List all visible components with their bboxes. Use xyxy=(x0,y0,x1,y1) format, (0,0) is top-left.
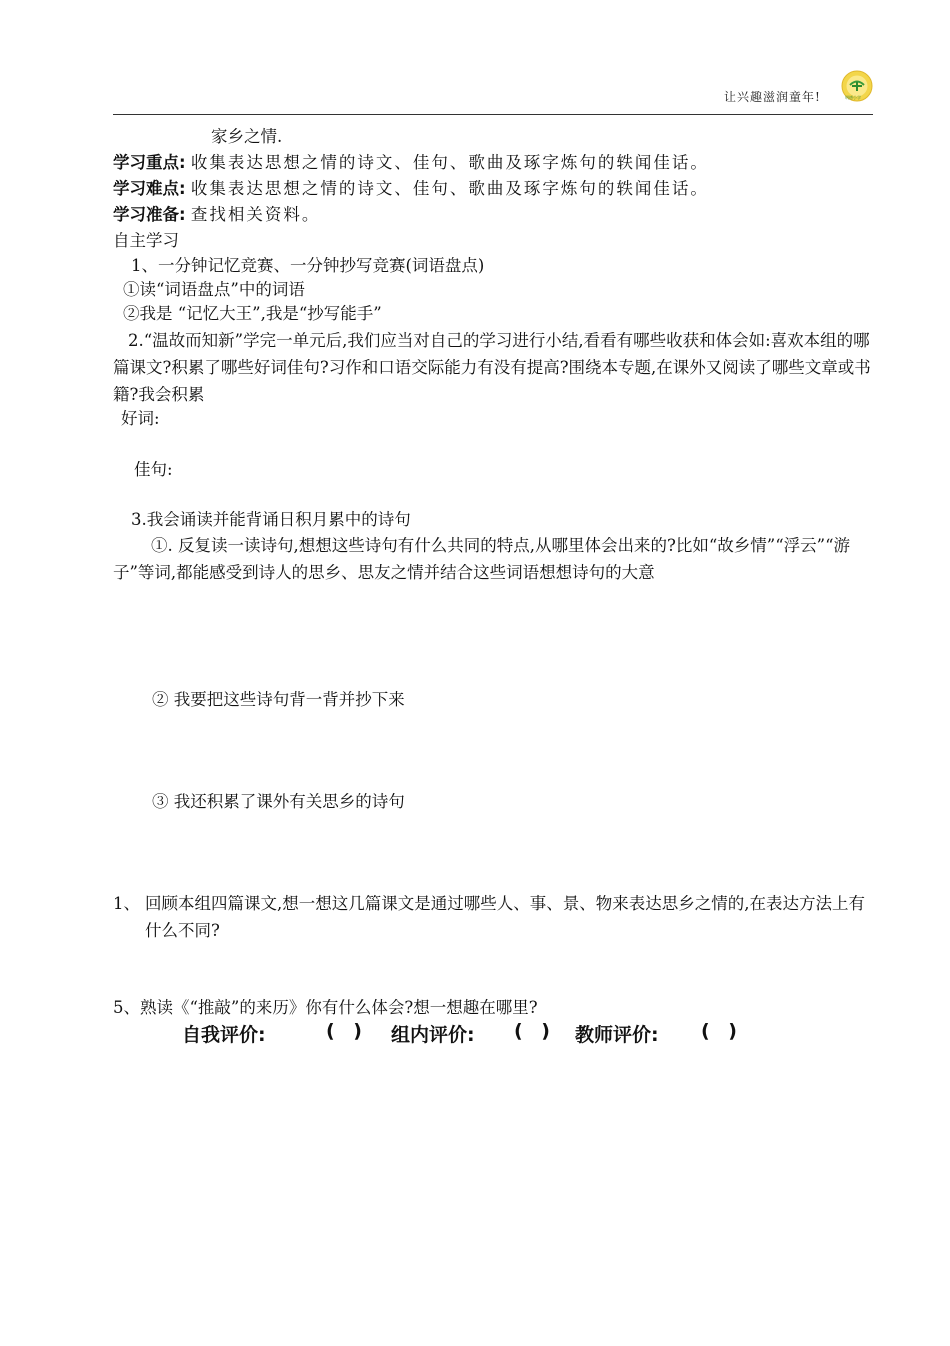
item1-b: ②我是 “记忆大王”,我是“抄写能手” xyxy=(123,304,382,323)
item2-paragraph: 2.“温故而知新”学完一单元后,我们应当对自己的学习进行小结,看看有哪些收获和体会如:喜欢本组的哪篇课文?积累了哪些好词佳句?习作和口语交际能力有没有提高?围绕本专题,在课外又阅读了哪些文章或书籍?我会积累 xyxy=(113,331,871,404)
key-point-label: 学习重点: xyxy=(113,153,186,172)
preparation-text: 查找相关资料。 xyxy=(190,205,321,224)
intro-continuation: 家乡之情. xyxy=(211,127,283,146)
self-eval-label: 自我评价: xyxy=(182,1024,266,1046)
difficulty-row xyxy=(113,176,709,202)
item3-a-paragraph: ①. 反复读一读诗句,想想这些诗句有什么共同的特点,从哪里体会出来的?比如“故乡情”“浮云”“游子”等词,都能感受到诗人的思乡、思友之情并结合这些词语想想诗句的大意 xyxy=(113,536,851,582)
item4-paragraph: 回顾本组四篇课文,想一想这几篇课文是通过哪些人、事、景、物来表达思乡之情的,在表达方法上有什么不同? xyxy=(145,894,865,940)
self-eval-blank[interactable]: ( ) xyxy=(326,1020,362,1042)
preparation-row xyxy=(113,202,320,228)
item5: 5、熟读《“推敲”的来历》你有什么体会?想一想趣在哪里? xyxy=(113,998,538,1017)
group-eval-blank[interactable]: ( ) xyxy=(514,1020,550,1042)
good-sentences-label: 佳句: xyxy=(134,460,173,479)
item3-c: ③ 我还积累了课外有关思乡的诗句 xyxy=(152,792,405,811)
item1: 1、一分钟记忆竞赛、一分钟抄写竞赛(词语盘点) xyxy=(131,256,485,275)
header-divider xyxy=(113,114,873,115)
teacher-eval-label: 教师评价: xyxy=(575,1024,659,1046)
key-point-text: 收集表达思想之情的诗文、佳句、歌曲及琢字炼句的轶闻佳话。 xyxy=(190,153,709,172)
self-study-heading: 自主学习 xyxy=(113,231,179,250)
preparation-label: 学习准备: xyxy=(113,205,186,224)
key-point-row xyxy=(113,150,709,176)
header-slogan: 让兴趣滋润童年! xyxy=(724,90,821,104)
item1-a: ①读“词语盘点”中的词语 xyxy=(123,280,305,299)
item3-b: ② 我要把这些诗句背一背并抄下来 xyxy=(152,690,405,709)
group-eval-label: 组内评价: xyxy=(391,1024,475,1046)
teacher-eval-blank[interactable]: ( ) xyxy=(701,1020,737,1042)
item4-number: 1、 xyxy=(113,894,140,913)
good-words-label: 好词: xyxy=(121,409,160,428)
difficulty-label: 学习难点: xyxy=(113,179,186,198)
logo-text: 明德小学 xyxy=(845,95,861,100)
item3: 3.我会诵读并能背诵日积月累中的诗句 xyxy=(131,510,411,529)
difficulty-text: 收集表达思想之情的诗文、佳句、歌曲及琢字炼句的轶闻佳话。 xyxy=(190,179,709,198)
